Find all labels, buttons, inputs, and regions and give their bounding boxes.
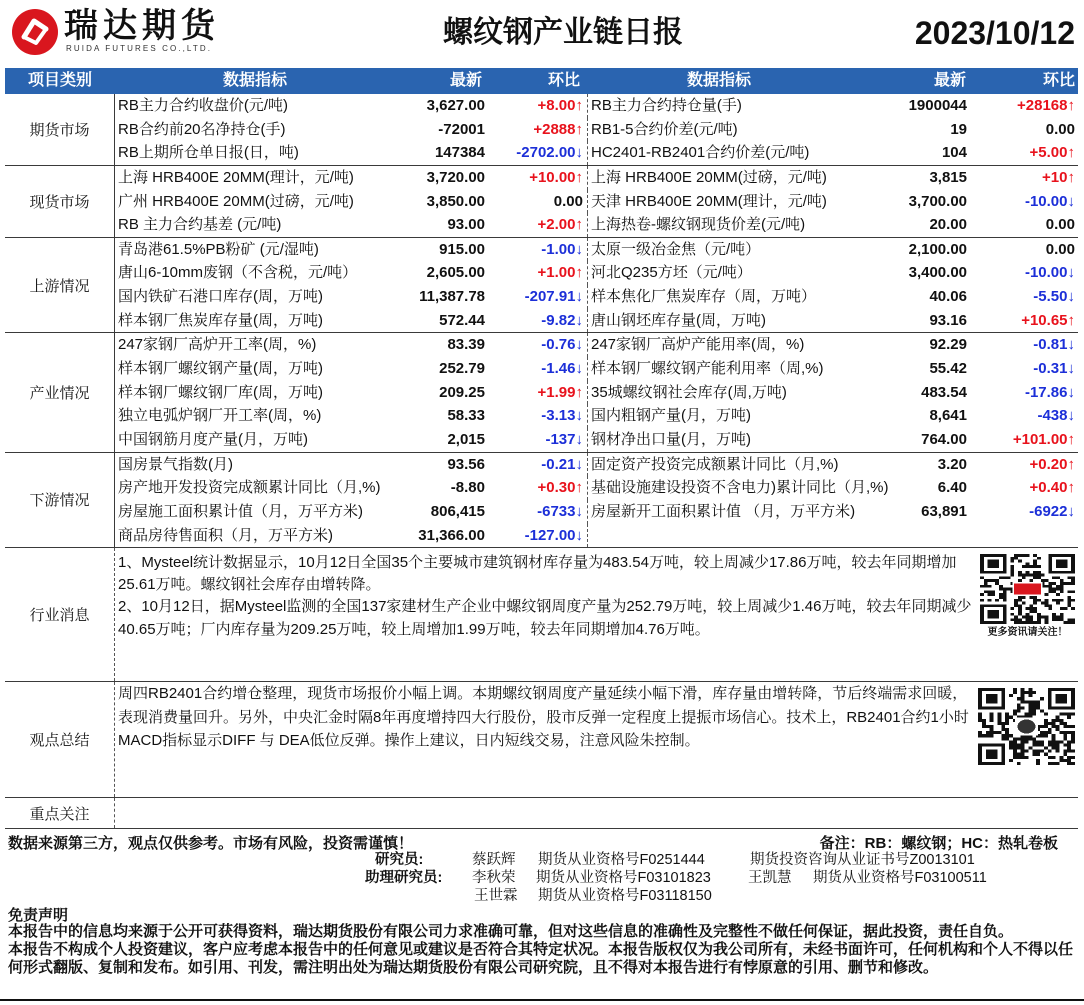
latest-value-left: 252.79 — [439, 360, 485, 378]
report-header — [0, 0, 1084, 66]
indicator-name-right: 基础设施建设投资不含电力)累计同比（月,%) — [591, 479, 889, 497]
assistant-license: 期货从业资格号F03100511 — [813, 870, 987, 886]
change-value-right: -6922↓ — [1029, 502, 1075, 520]
source-note: 数据来源第三方，观点仅供参考。市场有风险，投资需谨慎！ — [8, 835, 414, 852]
disclaimer-text — [8, 923, 1078, 977]
change-value-right: 0.00 — [1045, 240, 1075, 258]
category-section — [5, 166, 1078, 238]
latest-value-left: 806,415 — [430, 502, 485, 520]
table-row — [115, 166, 1078, 190]
indicator-name-right: 河北Q235方坯（元/吨） — [591, 264, 752, 282]
change-value-right: 0.00 — [1045, 120, 1075, 138]
indicator-name-left: 广州 HRB400E 20MM(过磅，元/吨) — [118, 192, 354, 210]
latest-value-left: 31,366.00 — [418, 526, 485, 544]
indicator-name-right: RB主力合约持仓量(手) — [591, 97, 742, 114]
change-value-right: -17.86↓ — [1024, 383, 1075, 401]
category-section — [5, 333, 1078, 452]
latest-value-left: 147384 — [434, 144, 485, 162]
table-row — [115, 261, 1078, 285]
latest-value-left: 3,627.00 — [426, 97, 485, 114]
latest-value-left: 915.00 — [439, 240, 485, 258]
latest-value-left: 11,387.78 — [419, 288, 485, 306]
column-header-change-right: 环比 — [1042, 72, 1075, 89]
change-value-right: -0.31↓ — [1033, 360, 1075, 378]
column-header-category: 项目类别 — [27, 72, 92, 89]
indicator-name-left: 247家钢厂高炉开工率(周，%) — [118, 336, 317, 354]
latest-value-right: 3,815 — [929, 168, 967, 186]
indicator-name-left: 国内铁矿石港口库存(周，万吨) — [118, 288, 323, 306]
change-value-left: -207.91↓ — [490, 285, 588, 309]
change-value-left: +2888↑ — [490, 118, 588, 142]
latest-value-right: 63,891 — [921, 502, 967, 520]
latest-value-right: 8,641 — [929, 407, 967, 425]
latest-value-left: 209.25 — [439, 383, 485, 401]
change-value-left: -0.76↓ — [490, 333, 588, 357]
section-category: 下游情况 — [5, 453, 115, 548]
indicator-name-left: 中国钢筋月度产量(月，万吨) — [118, 430, 308, 448]
wechat-qr-code-image — [978, 688, 1075, 765]
latest-value-right: 483.54 — [921, 383, 967, 401]
table-row — [115, 238, 1078, 262]
latest-value-left: 3,850.00 — [426, 192, 485, 210]
latest-value-right: 2,100.00 — [908, 240, 967, 258]
change-value-right: +0.20↑ — [1029, 455, 1075, 473]
summary-text: 周四RB2401合约增仓整理，现货市场报价小幅上调。本期螺纹钢周度产量延续小幅下滑，库存量由增转降，节后终端需求回暖，表现消费量回升。另外，中央汇金时隔8年再度增持四大行股份，股市反弹一定程度上提振市场信心。技术上，RB2401合约1小时 MACD指标显示DIFF 与 DEA低位反弹。操作上建议，日内短线交易，注意风险朱控制。 — [118, 685, 969, 750]
indicator-name-right: 35城螺纹钢社会库存(周,万吨) — [591, 383, 787, 401]
latest-value-left: 58.33 — [447, 407, 485, 425]
change-value-left: -0.21↓ — [490, 453, 588, 477]
assistant-label: 助理研究员: — [365, 870, 443, 886]
indicator-name-right: 样本焦化厂焦炭库存（周，万吨） — [591, 288, 817, 306]
industry-news-text — [115, 548, 973, 641]
table-row — [115, 500, 1078, 524]
indicator-name-left: 样本钢厂焦炭库存量(周，万吨) — [118, 311, 323, 329]
category-section — [5, 453, 1078, 549]
change-value-right: +5.00↑ — [1029, 144, 1075, 162]
ruida-logo-icon — [11, 8, 59, 56]
indicator-name-left: 唐山6-10mm废钢（不含税，元/吨） — [118, 264, 358, 282]
indicator-name-left: 房屋施工面积累计值（月，万平方米) — [118, 502, 363, 520]
indicator-name-right: 上海热卷-螺纹钢现货价差(元/吨) — [591, 216, 806, 234]
indicator-name-right: 样本钢厂螺纹钢产能利用率（周,%) — [591, 360, 824, 378]
researcher-name: 蔡跃辉 — [472, 852, 516, 868]
column-header-latest-left: 最新 — [449, 72, 482, 89]
section-category: 现货市场 — [5, 166, 115, 237]
table-row — [115, 524, 1078, 548]
table-row — [115, 404, 1078, 428]
latest-value-right: 3,700.00 — [908, 192, 967, 210]
latest-value-right: 104 — [941, 144, 967, 162]
summary-body — [115, 682, 1078, 797]
latest-value-right: 20.00 — [929, 216, 967, 234]
latest-value-left: 3,720.00 — [426, 168, 485, 186]
latest-value-right: 3,400.00 — [908, 264, 967, 282]
indicator-name-right: 房屋新开工面积累计值 （月，万平方米) — [591, 502, 856, 520]
section-rows — [115, 333, 1078, 451]
indicator-name-left: RB上期所仓单日报(日，吨) — [118, 144, 299, 162]
latest-value-left: 83.39 — [447, 336, 485, 354]
table-row — [115, 94, 1078, 118]
change-value-left: -1.00↓ — [490, 238, 588, 262]
change-value-left: -6733↓ — [490, 500, 588, 524]
latest-value-left: 93.00 — [447, 216, 485, 234]
section-category: 上游情况 — [5, 238, 115, 333]
section-rows — [115, 166, 1078, 237]
key-focus-body — [115, 798, 1078, 828]
latest-value-left: 93.56 — [447, 455, 485, 473]
table-row — [115, 476, 1078, 500]
table-row — [115, 381, 1078, 405]
report-date: 2023/10/12 — [914, 15, 1075, 51]
indicator-name-left: 商品房待售面积（月，万平方米) — [118, 526, 333, 544]
latest-value-right: 6.40 — [937, 479, 967, 497]
table-row — [115, 357, 1078, 381]
table-row — [115, 190, 1078, 214]
column-header-latest-right: 最新 — [933, 72, 966, 89]
disclaimer-paragraph: 本报告不构成个人投资建议，客户应考虑本报告中的任何意见或建议是否符合其特定状况。本报告版权仅为我公司所有，未经书面许可，任何机构和个人不得以任何形式翻版、复制和发布。如引用、刊发，需注明出处为瑞达期货股份有限公司研究院，且不得对本报告进行有悖原意的引用、删节和修改。 — [8, 941, 1074, 976]
change-value-right: +101.00↑ — [1012, 430, 1075, 448]
table-header-row — [5, 68, 1078, 94]
section-rows — [115, 453, 1078, 548]
category-section — [5, 94, 1078, 166]
section-category: 期货市场 — [5, 94, 115, 165]
latest-value-left: 572.44 — [439, 311, 485, 329]
researcher-license: 期货从业资格号F0251444 — [538, 852, 705, 868]
disclaimer-paragraph: 本报告中的信息均来源于公开可获得资料，瑞达期货股份有限公司力求准确可靠，但对这些信息的准确性及完整性不做任何保证，据此投资，责任自负。 — [8, 923, 1014, 940]
change-value-left: -127.00↓ — [490, 524, 588, 548]
change-value-left: -1.46↓ — [490, 357, 588, 381]
indicator-name-right: 247家钢厂高炉产能用率(周，%) — [591, 336, 805, 354]
category-section — [5, 238, 1078, 334]
indicator-name-left: RB 主力合约基差 (元/吨) — [118, 216, 282, 234]
change-value-left: -9.82↓ — [490, 309, 588, 333]
table-row — [115, 118, 1078, 142]
change-value-left: +1.00↑ — [490, 261, 588, 285]
latest-value-right: 764.00 — [921, 430, 967, 448]
assistant-license: 期货从业资格号F03101823 — [536, 870, 711, 886]
indicator-name-left: 样本钢厂螺纹钢产量(周，万吨) — [118, 360, 323, 378]
change-value-left: 0.00 — [490, 190, 588, 214]
industry-news-section — [5, 548, 1078, 682]
change-value-right: -10.00↓ — [1024, 192, 1075, 210]
indicator-name-left: 房产地开发投资完成额累计同比（月,%) — [118, 479, 381, 497]
indicator-name-left: RB主力合约收盘价(元/吨) — [118, 97, 288, 114]
section-rows — [115, 238, 1078, 333]
indicator-name-right: 钢材净出口量(月，万吨) — [591, 430, 751, 448]
table-row — [115, 453, 1078, 477]
indicator-name-left: 独立电弧炉钢厂开工率(周，%) — [118, 407, 322, 425]
logo-name: 瑞达期货 — [64, 6, 220, 46]
industry-news-body — [115, 548, 1078, 681]
news-paragraph: 1、Mysteel统计数据显示，10月12日全国35个主要城市建筑钢材库存量为483.54万吨，较上周减少17.86万吨，较去年同期增加25.61万吨。螺纹钢社会库存由增转降。 — [118, 553, 957, 594]
latest-value-left: 2,605.00 — [426, 264, 485, 282]
bottom-divider — [0, 999, 1084, 1001]
assistant-license: 期货从业资格号F03118150 — [538, 888, 712, 904]
indicator-name-right: 太原一级冶金焦（元/吨） — [591, 240, 761, 258]
indicator-name-left: 样本钢厂螺纹钢厂库(周，万吨) — [118, 383, 323, 401]
indicator-name-right: 上海 HRB400E 20MM(过磅，元/吨) — [591, 168, 827, 186]
researcher-label: 研究员: — [375, 852, 424, 868]
change-value-right — [970, 524, 1078, 548]
table-row — [115, 333, 1078, 357]
data-table — [5, 68, 1078, 829]
table-row — [115, 141, 1078, 165]
assistant-name: 王世霖 — [474, 888, 518, 904]
latest-value-right — [850, 524, 970, 548]
table-row — [115, 285, 1078, 309]
latest-value-right: 93.16 — [929, 311, 967, 329]
section-category: 观点总结 — [5, 682, 115, 797]
qr-caption: 更多资讯请关注！ — [987, 627, 1068, 639]
assistant-name: 王凯慧 — [748, 870, 792, 886]
table-row — [115, 428, 1078, 452]
report-title: 螺纹钢产业链日报 — [443, 15, 683, 50]
key-focus-section — [5, 798, 1078, 829]
latest-value-right: 40.06 — [929, 288, 967, 306]
change-value-left: +1.99↑ — [490, 381, 588, 405]
indicator-name-left: 青岛港61.5%PB粉矿 (元/湿吨) — [118, 240, 319, 258]
remark-note: 备注：RB：螺纹钢；HC：热轧卷板 — [819, 835, 1058, 852]
report-footer — [0, 830, 1084, 1005]
change-value-right: -0.81↓ — [1033, 336, 1075, 354]
indicator-name-left: 上海 HRB400E 20MM(理计，元/吨) — [118, 168, 354, 186]
latest-value-left: 2,015 — [447, 430, 485, 448]
change-value-right: +0.40↑ — [1029, 479, 1075, 497]
indicator-name-right: 天津 HRB400E 20MM(理计，元/吨) — [591, 192, 827, 210]
indicator-name-left: 国房景气指数(月) — [118, 455, 233, 473]
table-body — [5, 94, 1078, 548]
indicator-name-right: 唐山钢坯库存量(周，万吨) — [591, 311, 766, 329]
change-value-right: +10↑ — [1042, 168, 1075, 186]
latest-value-left: -72001 — [438, 120, 485, 138]
change-value-right: +10.65↑ — [1021, 311, 1075, 329]
change-value-left: -2702.00↓ — [490, 141, 588, 165]
change-value-right: -5.50↓ — [1033, 288, 1075, 306]
change-value-right: 0.00 — [1045, 216, 1075, 234]
logo-subtitle: RUIDA FUTURES CO.,LTD. — [66, 44, 213, 53]
latest-value-right: 19 — [950, 120, 967, 138]
indicator-name-right: HC2401-RB2401合约价差(元/吨) — [591, 144, 810, 162]
latest-value-right: 1900044 — [908, 97, 967, 114]
assistant-name: 李秋荣 — [472, 870, 516, 886]
change-value-left: -137↓ — [490, 428, 588, 452]
indicator-name-right — [588, 524, 850, 548]
column-header-indicator-left: 数据指标 — [222, 72, 287, 89]
disclaimer-title: 免责声明 — [8, 907, 69, 924]
change-value-right: -438↓ — [1037, 407, 1075, 425]
indicator-name-right: 固定资产投资完成额累计同比（月,%) — [591, 455, 839, 473]
change-value-left: +8.00↑ — [490, 94, 588, 118]
latest-value-right: 55.42 — [929, 360, 967, 378]
table-row — [115, 309, 1078, 333]
latest-value-right: 92.29 — [929, 336, 967, 354]
section-category: 重点关注 — [5, 798, 115, 828]
change-value-left: +0.30↑ — [490, 476, 588, 500]
section-category: 行业消息 — [5, 548, 115, 681]
change-value-right: -10.00↓ — [1024, 264, 1075, 282]
indicator-name-right: RB1-5合约价差(元/吨) — [591, 120, 738, 138]
column-header-indicator-right: 数据指标 — [686, 72, 751, 89]
indicator-name-right: 国内粗钢产量(月，万吨) — [591, 407, 751, 425]
researcher-consult-license: 期货投资咨询从业证书号Z0013101 — [750, 852, 975, 868]
section-rows — [115, 94, 1078, 165]
column-header-change-left: 环比 — [547, 72, 580, 89]
change-value-left: +10.00↑ — [490, 166, 588, 190]
qr-code-image — [980, 554, 1075, 624]
change-value-left: -3.13↓ — [490, 404, 588, 428]
change-value-left: +2.00↑ — [490, 213, 588, 237]
section-category: 产业情况 — [5, 333, 115, 451]
news-paragraph: 2、10月12日，据Mysteel监测的全国137家建材生产企业中螺纹钢周度产量为252.79万吨，较上周减少1.46万吨，较去年同期减少40.65万吨；厂内库存量为209.25万吨，较上周增加1.99万吨，较去年同期增加4.76万吨。 — [118, 598, 972, 638]
indicator-name-left: RB合约前20名净持仓(手) — [118, 120, 286, 138]
latest-value-right: 3.20 — [937, 455, 967, 473]
latest-value-left: -8.80 — [450, 479, 485, 497]
summary-section — [5, 682, 1078, 798]
change-value-right: +28168↑ — [1017, 97, 1075, 114]
table-row — [115, 213, 1078, 237]
